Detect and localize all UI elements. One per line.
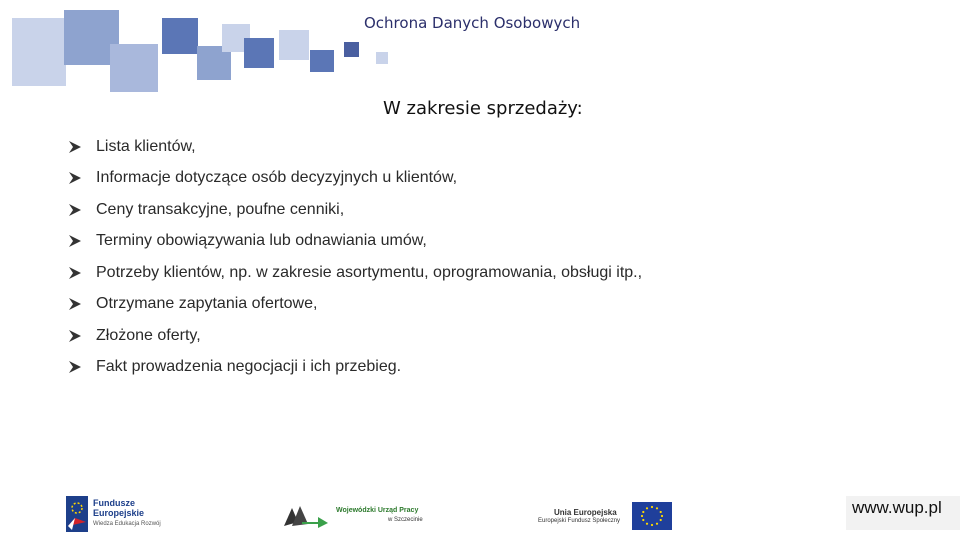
eu-flag-icon xyxy=(632,502,672,530)
list-item-text: Złożone oferty, xyxy=(96,326,201,344)
list-item xyxy=(68,194,642,226)
eu-line2: Europejski Fundusz Społeczny xyxy=(538,518,621,524)
website-url[interactable]: www.wup.pl xyxy=(852,498,942,517)
wup-logo xyxy=(282,500,432,530)
list-item-text: Ceny transakcyjne, poufne cenniki, xyxy=(96,200,345,218)
fundusze-europejskie-logo xyxy=(66,494,176,534)
arrowhead-bullet-icon xyxy=(68,329,96,343)
list-item-text: Informacje dotyczące osób decyzyjnych u klientów, xyxy=(96,169,458,187)
list-item xyxy=(68,163,642,195)
list-item xyxy=(68,131,642,163)
list-item xyxy=(68,289,642,321)
list-item xyxy=(68,352,642,384)
arrowhead-bullet-icon xyxy=(68,297,96,311)
fe-line2: Europejskie xyxy=(93,508,145,518)
eu-line1: Unia Europejska xyxy=(554,508,617,517)
list-item xyxy=(68,320,642,352)
arrowhead-bullet-icon xyxy=(68,140,96,154)
list-item xyxy=(68,226,642,258)
arrowhead-bullet-icon xyxy=(68,203,96,217)
arrowhead-bullet-icon xyxy=(68,360,96,374)
list-item-text: Potrzeby klientów, np. w zakresie asortymentu, oprogramowania, obsługi itp., xyxy=(96,263,643,281)
wup-line2: w Szczecinie xyxy=(388,517,423,523)
list-item xyxy=(68,257,642,289)
list-item-text: Otrzymane zapytania ofertowe, xyxy=(96,295,318,313)
arrowhead-bullet-icon xyxy=(68,171,96,185)
fe-line3: Wiedza Edukacja Rozwój xyxy=(93,521,161,527)
wup-line1: Wojewódzki Urząd Pracy xyxy=(336,507,419,514)
arrowhead-bullet-icon xyxy=(68,234,96,248)
bullet-list xyxy=(68,131,642,383)
header-title: Ochrona Danych Osobowych xyxy=(364,14,581,32)
list-item-text: Fakt prowadzenia negocjacji i ich przebieg. xyxy=(96,358,402,376)
eu-logo xyxy=(538,500,678,532)
arrowhead-bullet-icon xyxy=(68,266,96,280)
wup-icon xyxy=(282,502,330,528)
list-item-text: Terminy obowiązywania lub odnawiania umów, xyxy=(96,232,427,250)
list-item-text: Lista klientów, xyxy=(96,137,196,155)
fundusze-europejskie-icon xyxy=(66,496,88,532)
fe-line1: Fundusze xyxy=(93,498,135,508)
section-heading: W zakresie sprzedaży: xyxy=(383,98,583,119)
